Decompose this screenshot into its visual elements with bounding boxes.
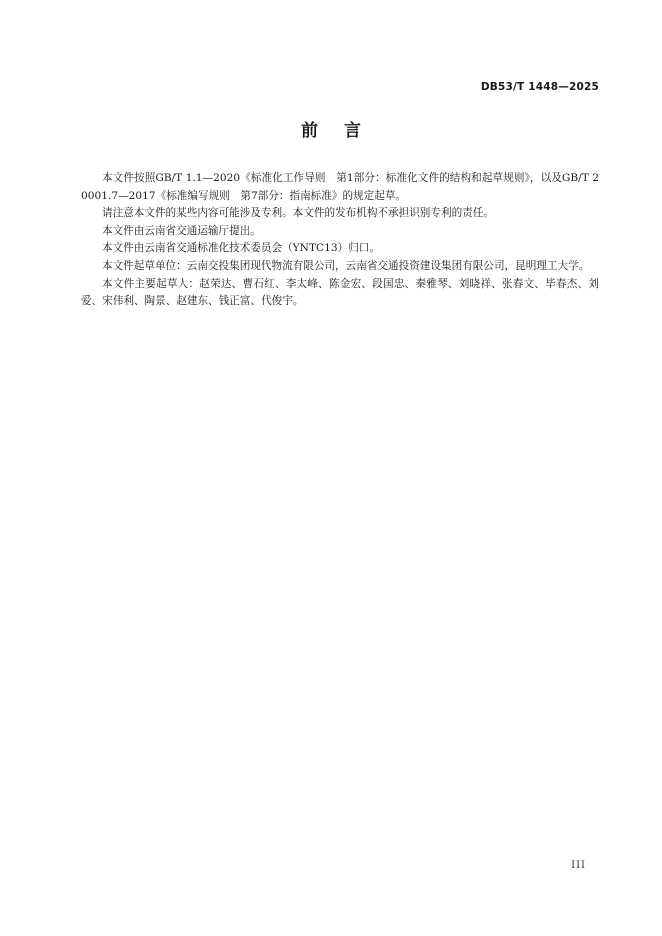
paragraph-drafters: 本文件主要起草人：赵荣达、曹石红、李太峰、陈金宏、段国忠、秦雅琴、刘晓祥、张春文、毕春杰、刘爱、宋伟利、陶景、赵建东、钱正富、代俊宇。 [81,277,599,308]
paragraph-proposer: 本文件由云南省交通运输厅提出。 [102,224,261,237]
paragraph-patent-notice: 请注意本文件的某些内容可能涉及专利。本文件的发布机构不承担识别专利的责任。 [102,207,494,220]
paragraph-drafting-units: 本文件起草单位：云南交投集团现代物流有限公司，云南省交通投资建设集团有限公司，昆明理工大学。 [102,259,590,272]
page-number: III [571,860,586,871]
paragraph-drafting-rules: 本文件按照GB/T 1.1—2020《标准化工作导则 第1部分：标准化文件的结构和起草规则》，以及GB/T 20001.7—2017《标准编写规则 第7部分：指南标准》的规定起草。 [81,172,599,202]
paragraph-committee: 本文件由云南省交通标准化技术委员会（YNTC13）归口。 [102,242,380,255]
document-code: DB53/T 1448—2025 [480,81,599,93]
page-title: 前言 [301,121,387,141]
foreword-body [81,170,599,311]
